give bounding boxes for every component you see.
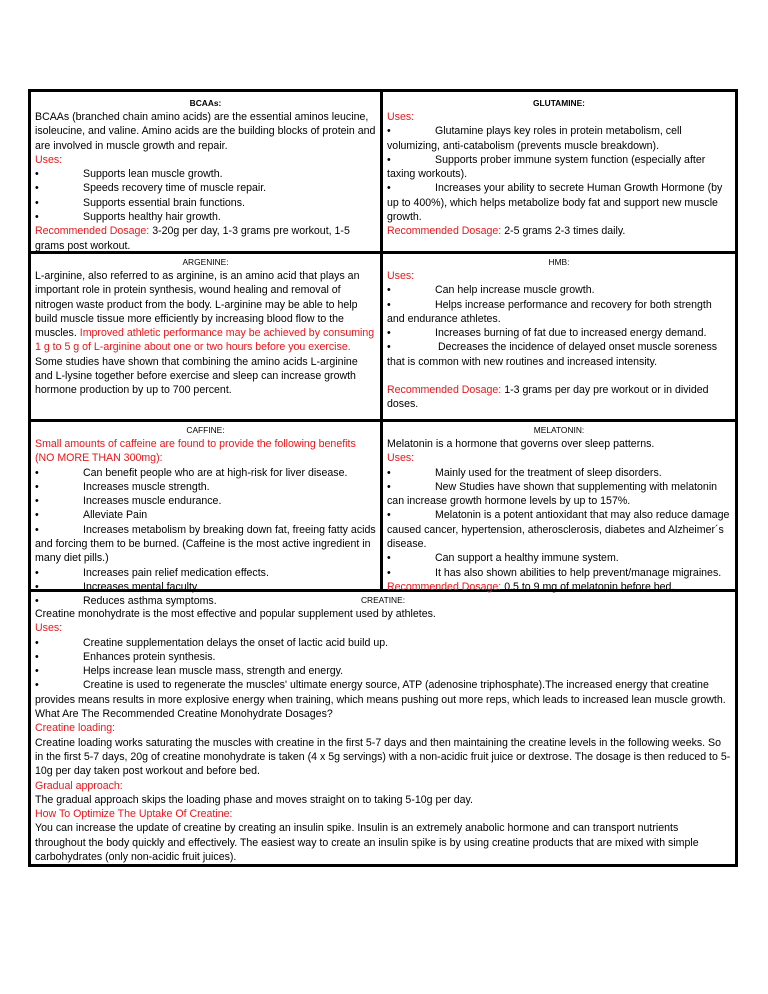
hmb-title: HMB: — [548, 257, 570, 267]
melatonin-uses-label: Uses: — [387, 452, 415, 465]
list-item: • Supports prober immune system function (especially after taxing workouts). — [387, 153, 706, 181]
glutamine-title: GLUTAMINE: — [533, 98, 585, 108]
list-item: • Can help increase muscle growth. — [387, 284, 595, 297]
caffeine-intro: Small amounts of caffeine are found to provide the following benefits (NO MORE THAN 300mg): — [35, 438, 356, 465]
list-item: • Melatonin is a potent antioxidant that may also reduce damage caused cancer, hypertension, atherosclerosis, diabetes and Alzheimer´s disease. — [387, 509, 730, 551]
list-item: • Glutamine plays key roles in protein metabolism, cell volumizing, anti-catabolism (prevents muscle breakdown). — [387, 125, 682, 152]
glutamine-cell — [383, 95, 735, 251]
list-item: • Increases burning of fat due to increased energy demand. — [387, 327, 707, 340]
list-item: • Creatine supplementation delays the onset of lactic acid build up. — [35, 636, 389, 649]
list-item: • It has also shown abilities to help prevent/manage migraines. — [387, 566, 722, 579]
bcaas-cell — [31, 95, 380, 251]
arginine-extra: Some studies have shown that combining the amino acids L-arginine and L-lysine together before exercise and sleep can increase growth hormone production by up to 700 percent. — [35, 355, 358, 397]
list-item: • Alleviate Pain — [35, 509, 148, 522]
list-item: • Increases pain relief medication effects. — [35, 566, 269, 579]
list-item: • Helps increase lean muscle mass, strength and energy. — [35, 665, 344, 678]
melatonin-intro: Melatonin is a hormone that governs over sleep patterns. — [387, 438, 655, 450]
list-item: • Increases mental faculty. — [35, 580, 200, 593]
creatine-gradual-label: Gradual approach: — [35, 779, 123, 792]
melatonin-dosage: Recommended Dosage: 0.5 to 9 mg of melatonin before bed. — [387, 580, 675, 593]
creatine-loading-label: Creatine loading: — [35, 722, 116, 735]
hmb-uses-label: Uses: — [387, 270, 415, 282]
list-item: • Reduces asthma symptoms. — [35, 595, 217, 608]
arginine-title: ARGENINE: — [182, 257, 229, 267]
list-item: • Can support a healthy immune system. — [387, 552, 619, 565]
list-item: • Increases muscle strength. — [35, 480, 210, 493]
list-item: • Creatine is used to regenerate the muscles' ultimate energy source, ATP (adenosine triphosphate).The increased energy that creatine provides means results in more explosive energy when training, which means pushing out more reps, which leads to increased lean muscle growth. — [35, 679, 726, 706]
supplement-table — [28, 89, 738, 867]
creatine-optimize: You can increase the update of creatine by creating an insulin spike. Insulin is an extremely anabolic hormone and can transport nutrients throughout the body quickly and effectively. The easiest way to create an insulin spike is by using creatine products that are mixed with simple carbohydrates (only non-acidic fruit juices). — [35, 822, 699, 864]
bcaas-intro: BCAAs (branched chain amino acids) are the essential aminos leucine, isoleucine, and valine. Amino acids are the building blocks of protein and are involved in muscle growth and repair. — [35, 111, 376, 152]
creatine-title: CREATINE: — [360, 595, 406, 605]
bcaas-title: BCAAs: — [189, 98, 222, 108]
list-item: • Increases muscle endurance. — [35, 495, 222, 508]
creatine-intro: Creatine monohydrate is the most effective and popular supplement used by athletes. — [35, 608, 436, 620]
list-item: • New Studies have shown that supplementing with melatonin can increase growth hormone levels by up to 157%. — [387, 480, 718, 508]
creatine-uses-label: Uses: — [35, 622, 63, 635]
list-item: • Helps increase performance and recovery for both strength and endurance athletes. — [387, 298, 712, 325]
hmb-dosage: Recommended Dosage: 1-3 grams per day pre workout or in divided doses. — [387, 384, 709, 411]
creatine-cell — [31, 592, 735, 864]
caffeine-cell — [31, 422, 380, 608]
list-item: • Can benefit people who are at high-risk for liver disease. — [35, 466, 348, 479]
creatine-optimize-label: How To Optimize The Uptake Of Creatine: — [35, 808, 233, 821]
list-item: • Decreases the incidence of delayed onset muscle soreness that is common with new routines and increased intensity. — [387, 341, 718, 368]
creatine-gradual: The gradual approach skips the loading phase and moves straight on to taking 5-10g per day. — [35, 793, 473, 806]
bcaas-uses-label: Uses: — [35, 153, 63, 166]
glutamine-uses-label: Uses: — [387, 111, 415, 123]
list-item: • Supports essential brain functions. — [35, 196, 245, 209]
arginine-cell — [31, 254, 380, 419]
glutamine-dosage: Recommended Dosage: 2-5 grams 2-3 times daily. — [387, 225, 626, 238]
creatine-question: What Are The Recommended Creatine Monohydrate Dosages? — [35, 708, 333, 721]
list-item: • Increases metabolism by breaking down fat, freeing fatty acids and forcing them to be burned. (Caffeine is the most active ingredient in many diet pills.) — [35, 523, 376, 565]
list-item: • Mainly used for the treatment of sleep disorders. — [387, 466, 662, 479]
hmb-cell — [383, 254, 735, 419]
list-item: • Increases your ability to secrete Human Growth Hormone (by up to 400%), which helps metabolize body fat and support new muscle growth. — [387, 182, 723, 224]
bcaas-dosage: Recommended Dosage: 3-20g per day, 1-3 grams pre workout, 1-5 grams post workout. — [35, 225, 350, 252]
list-item: • Supports healthy hair growth. — [35, 211, 221, 224]
list-item: • Enhances protein synthesis. — [35, 650, 216, 663]
caffeine-title: CAFFINE: — [186, 425, 225, 435]
creatine-loading: Creatine loading works saturating the muscles with creatine in the first 5-7 days and then maintaining the creatine levels in the following weeks. So in the first 5-7 days, 20g of creatine monohydrate is taken (4 x 5g servings) with a non-acidic fruit juice or dextrose. The dosage is then reduced to 5-10g per day taken post workout and before bed. — [35, 736, 731, 778]
arginine-intro: L-arginine, also referred to as arginine, is an amino acid that plays an important role in protein synthesis, wound healing and removal of nitrogen waste product from the body. L-arginine may be able to help build muscle tissue more efficiently by increasing blood flow to the muscles. Improved athletic performance may be achieved by consuming 1 g to 5 g of L-arginine about one or two hours before you exercise. — [35, 270, 375, 354]
melatonin-title: MELATONIN: — [533, 425, 585, 435]
melatonin-cell — [383, 422, 735, 593]
list-item: • Supports lean muscle growth. — [35, 168, 223, 181]
list-item: • Speeds recovery time of muscle repair. — [35, 182, 267, 195]
